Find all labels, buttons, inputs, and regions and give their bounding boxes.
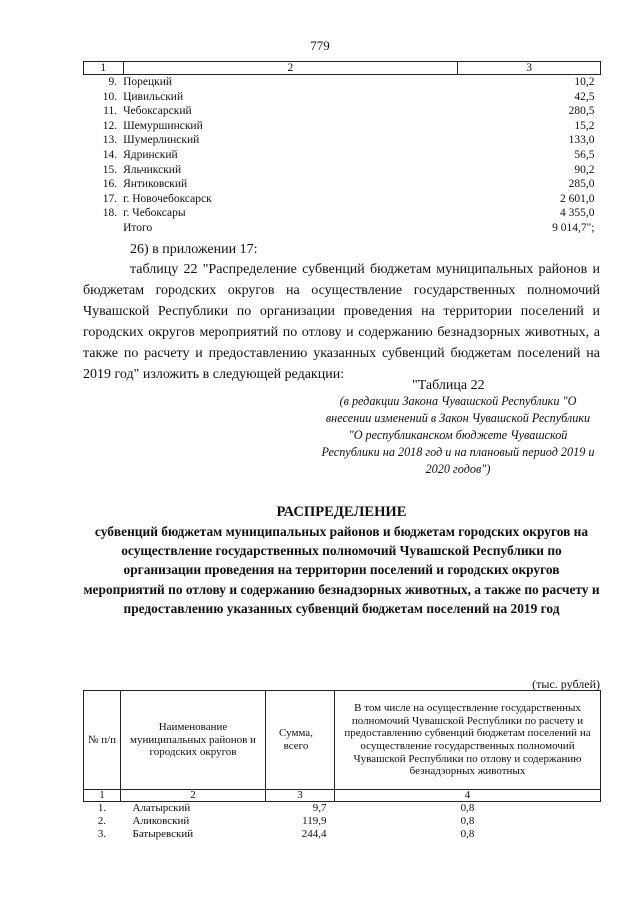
column-header-name: Наименование муниципальных районов и городских округов [121,691,266,790]
district-name: г. Новочебоксарск [123,192,212,205]
column-header-including: В том числе на осуществление государственных полномочий Чувашской Республики по расчету и предоставлению субвенций бюджетам поселений на осуществление государственных полномочий Чувашской Республики по отлову и содержанию безнадзорных животных [335,691,601,790]
redaction-note: (в редакции Закона Чувашской Республики "О внесении изменений в Закон Чувашской Республики "О республиканском бюджете Чувашской Республики на 2018 год и на плановый период 2019 и 2020 годов") [321,394,595,476]
total-amount: 9,7 [312,802,327,815]
table-header-row [84,62,601,75]
district-name: Чебоксарский [123,105,192,118]
amount: 42,5 [574,90,595,103]
column-number-4: 4 [335,790,601,802]
page-number: 779 [310,38,330,53]
column-number-1: 1 [84,62,124,75]
column-numbers-row [84,790,601,802]
column-number-3: 3 [458,62,601,75]
total-label: Итого [123,221,153,234]
table-row [84,104,601,119]
row-number: 13. [102,134,118,147]
table-reference: "Таблица 22 [412,378,485,393]
row-number: 17. [102,192,118,205]
row-number: 1. [97,802,107,815]
district-name: Цивильский [123,90,184,103]
amount: 90,2 [574,163,595,176]
district-name: Порецкий [123,76,173,88]
district-name: Шумерлинский [123,134,200,147]
amount: 133,0 [568,134,595,147]
total-amount: 119,9 [302,815,327,828]
subvention-table [83,690,601,841]
district-name: Батыревский [132,828,194,841]
district-name: Шемуршинский [123,119,203,132]
column-header-total: Сумма, всего [266,691,335,790]
table-row [84,828,601,841]
district-name: Ядринский [123,148,178,161]
budget-table-continued [83,61,601,236]
column-number-3: 3 [266,790,335,802]
amount: 10,2 [574,76,595,88]
amount: 15,2 [574,119,595,132]
amount: 285,0 [568,178,595,191]
total-amount: 9 014,7"; [552,221,595,234]
column-number-2: 2 [123,62,458,75]
table-header-row [84,691,601,790]
row-number: 10. [102,90,118,103]
table-row [84,815,601,828]
partial-amount: 0,8 [460,802,475,815]
column-header-number: № п/п [84,691,121,790]
table-row [84,206,601,221]
amount: 56,5 [574,148,595,161]
row-number: 15. [102,163,118,176]
row-number: 11. [103,105,118,118]
row-number: 3. [97,828,107,841]
partial-amount: 0,8 [460,828,475,841]
table-row [84,148,601,163]
table-row [84,802,601,816]
column-number-2: 2 [121,790,266,802]
district-name: Алатырский [132,802,191,815]
document-subtitle: субвенций бюджетам муниципальных районов и бюджетам городских округов на осуществление государственных полномочий Чувашской Республики по организации проведения на территории поселений и городских округов мероприятий по отлову и содержанию безнадзорных животных, а также по расчету и предоставлению указанных субвенций бюджетам поселений на 2019 год [83,524,600,616]
subpoint-heading: 26) в приложении 17: [130,242,258,257]
table-row [84,163,601,178]
amendment-paragraph: таблицу 22 "Распределение субвенций бюджетам муниципальных районов и бюджетам городских округов на осуществление государственных полномочий Чувашской Республики по организации проведения на территории поселений и городских округов мероприятий по отлову и содержанию безнадзорных животных, а также по расчету и предоставлению указанных субвенций бюджетам поселений на 2019 год" изложить в следующей редакции: [83,262,600,382]
units-label: (тыс. рублей) [532,677,600,691]
table-row [84,177,601,192]
district-name: Аликовский [132,815,190,828]
table-row [84,90,601,105]
row-number: 12. [102,119,118,132]
row-number: 14. [102,148,118,161]
district-name: Яльчикский [123,163,182,176]
row-number: 18. [102,207,118,220]
district-name: г. Чебоксары [123,207,186,220]
district-name: Янтиковский [123,178,188,191]
amount: 2 601,0 [560,192,595,205]
amount: 280,5 [568,105,595,118]
row-number: 2. [97,815,107,828]
table-row [84,133,601,148]
column-number-1: 1 [84,790,121,802]
row-number: 9. [108,76,118,88]
amount: 4 355,0 [560,207,595,220]
row-number: 16. [102,178,118,191]
table-row [84,119,601,134]
document-title: РАСПРЕДЕЛЕНИЕ [276,504,407,520]
total-amount: 244,4 [301,828,327,841]
table-row [84,75,601,90]
table-row [84,192,601,207]
table-total-row [84,221,601,236]
partial-amount: 0,8 [460,815,475,828]
